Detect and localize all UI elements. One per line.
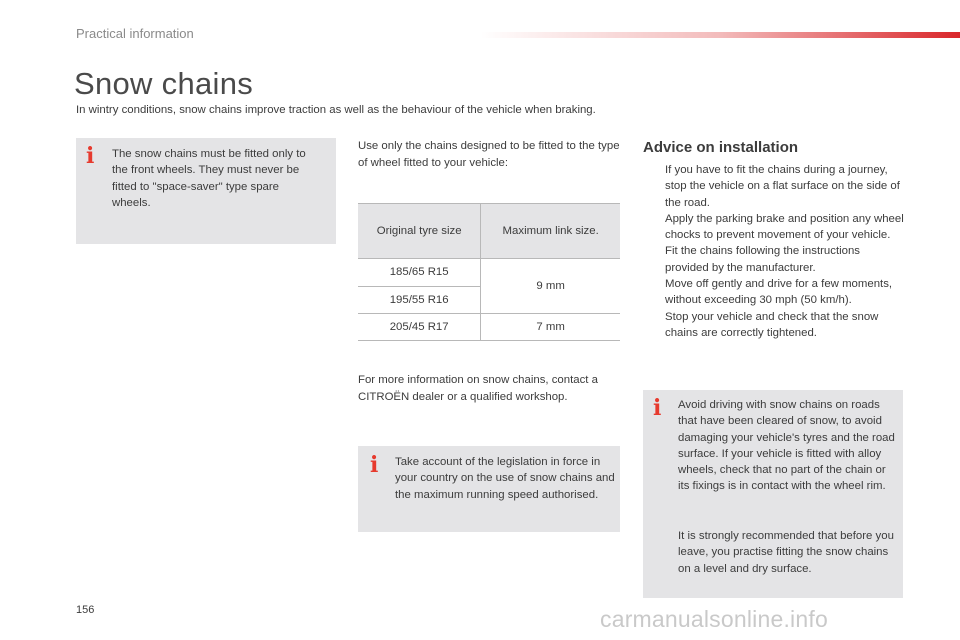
column-header-link-size: Maximum link size.	[481, 204, 620, 259]
table-header-row	[358, 204, 620, 259]
info-box-cleared-roads	[643, 390, 903, 598]
header-accent-bar	[480, 32, 960, 38]
page-number: 156	[76, 604, 95, 616]
info-icon: i	[653, 395, 662, 421]
tyre-size-cell: 195/55 R16	[358, 286, 481, 313]
page-title: Snow chains	[74, 66, 254, 101]
column-header-tyre-size: Original tyre size	[358, 204, 481, 259]
section-label: Practical information	[76, 26, 194, 41]
info-box-text: The snow chains must be fitted only to the front wheels. They must never be fitted to "space-saver" type spare wheels.	[112, 148, 306, 209]
list-item	[643, 309, 905, 342]
advice-section-title: Advice on installation	[643, 139, 799, 156]
table-row	[358, 313, 620, 340]
list-item-text: Apply the parking brake and position any wheel chocks to prevent movement of your vehicle.	[665, 212, 904, 242]
tyre-size-table	[358, 203, 620, 341]
list-item-text: Move off gently and drive for a few moments, without exceeding 30 mph (50 km/h).	[665, 278, 893, 307]
list-item	[643, 243, 905, 276]
info-icon: i	[370, 452, 379, 478]
info-box-text: Avoid driving with snow chains on roads that have been cleared of snow, to avoid damaging your vehicle's tyres and the road surface. If your vehicle is fitted with alloy wheels, check that no part of the chain or its fixings is in contact with the wheel rim.	[678, 399, 895, 493]
watermark: carmanualsonline.info	[600, 606, 828, 632]
list-item-text: Fit the chains following the instructions provided by the manufacturer.	[665, 245, 861, 274]
chains-intro-text: Use only the chains designed to be fitted to the type of wheel fitted to your vehicle:	[358, 140, 620, 169]
info-box-text-practise: It is strongly recommended that before you leave, you practise fitting the snow chains on a level and dry surface.	[678, 530, 894, 575]
intro-paragraph: In wintry conditions, snow chains improve traction as well as the behaviour of the vehicle when braking.	[76, 104, 596, 116]
list-item	[643, 276, 905, 309]
link-size-cell: 9 mm	[481, 259, 620, 313]
list-item-text: If you have to fit the chains during a journey, stop the vehicle on a flat surface on the side of the road.	[665, 164, 900, 209]
info-box-legislation	[358, 446, 620, 532]
info-box-front-wheels	[76, 138, 336, 244]
list-item	[643, 162, 905, 211]
tyre-size-cell: 185/65 R15	[358, 259, 481, 286]
tyre-size-cell: 205/45 R17	[358, 313, 481, 340]
advice-list	[643, 162, 905, 341]
list-item-text: Stop your vehicle and check that the snow chains are correctly tightened.	[665, 310, 879, 339]
list-item	[643, 211, 905, 244]
table-row	[358, 259, 620, 286]
link-size-cell: 7 mm	[481, 313, 620, 340]
info-box-text: Take account of the legislation in force in your country on the use of snow chains and the maximum running speed authorised.	[395, 456, 615, 501]
info-icon: i	[86, 143, 95, 169]
more-info-text: For more information on snow chains, contact a CITROËN dealer or a qualified workshop.	[358, 374, 598, 403]
